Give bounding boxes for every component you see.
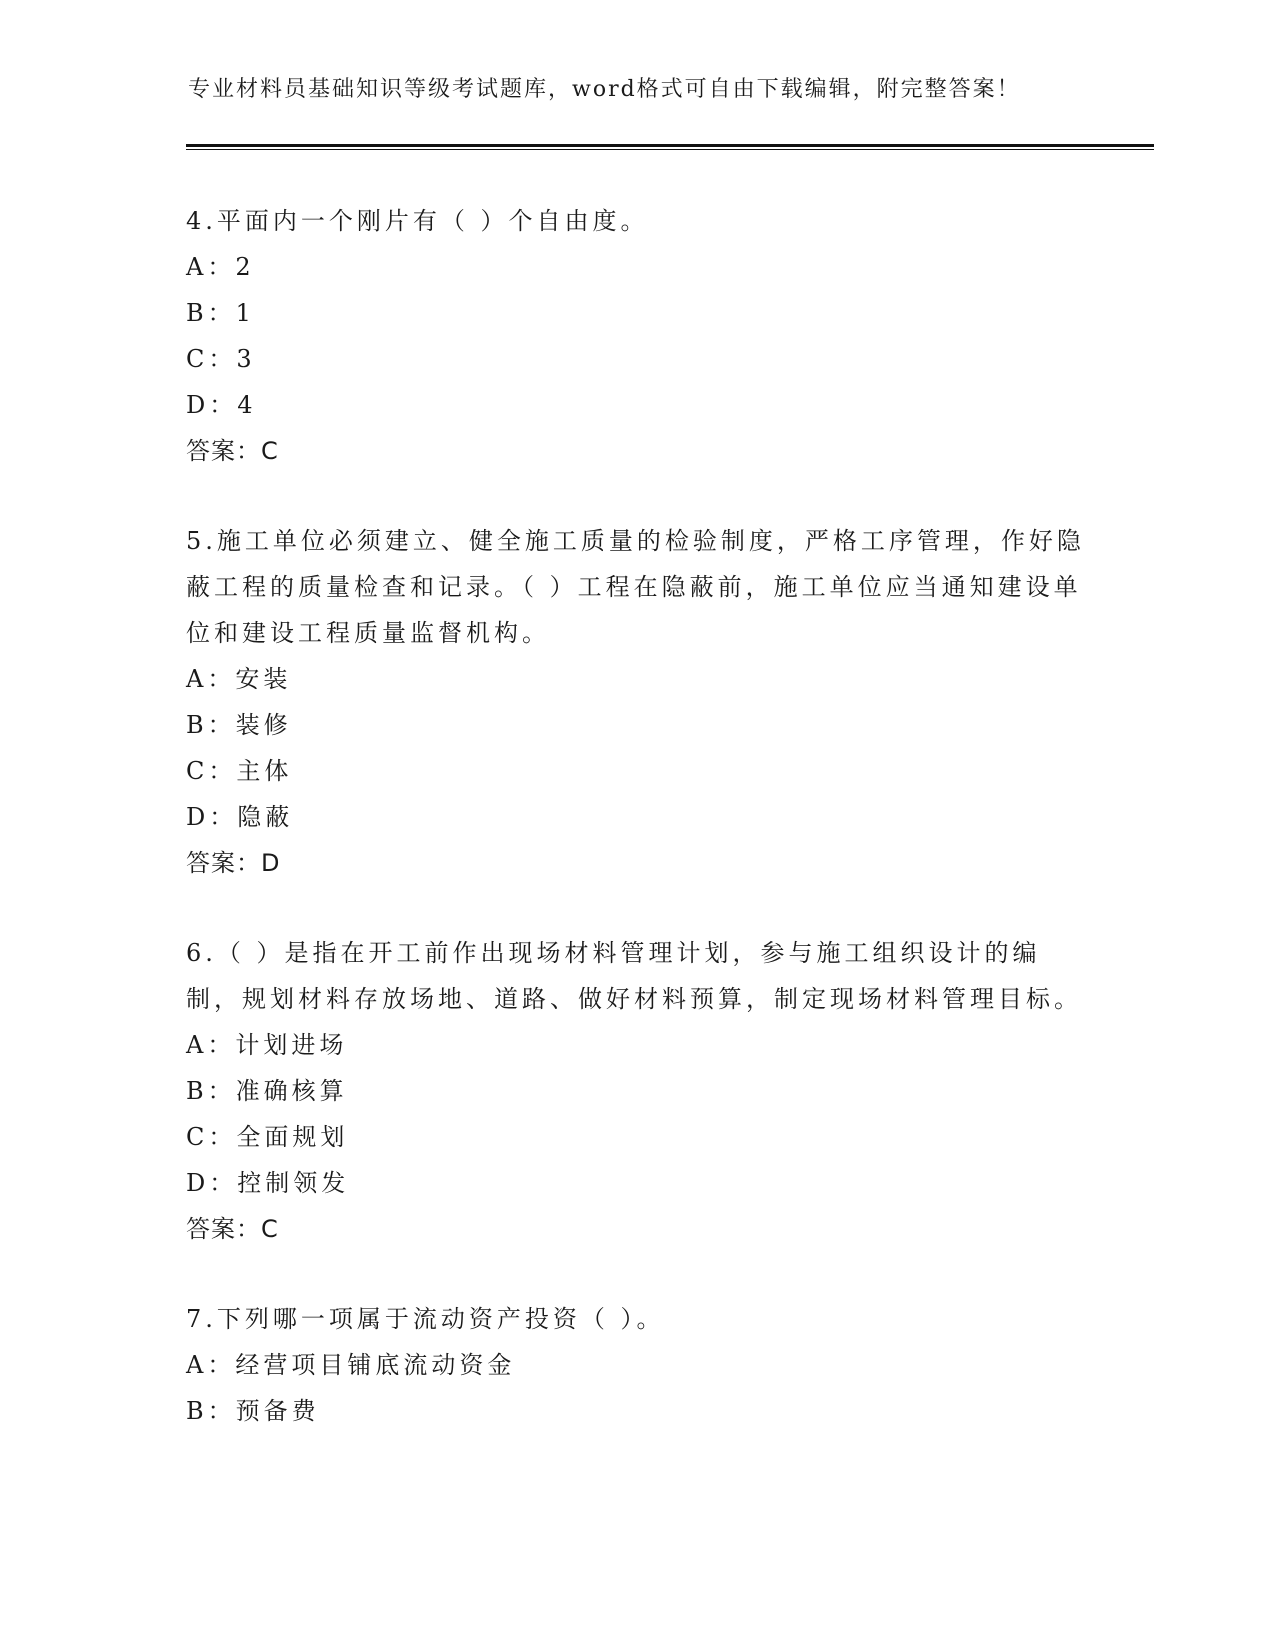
option-label: A： [186, 665, 236, 693]
question-stem: 6.（ ）是指在开工前作出现场材料管理计划，参与施工组织设计的编制，规划材料存放场地、道路、做好材料预算，制定现场材料管理目标。 [186, 939, 1082, 1013]
option-d [186, 1160, 1086, 1206]
question-6 [186, 930, 1086, 1252]
option-d [186, 794, 1086, 840]
option-a [186, 1342, 1086, 1388]
option-label: D： [186, 1169, 238, 1197]
question-5 [186, 518, 1086, 886]
question-stem: 7.下列哪一项属于流动资产投资（ ）。 [186, 1305, 665, 1333]
question-7 [186, 1296, 1086, 1434]
option-label: B： [186, 1077, 236, 1105]
option-d [186, 382, 1086, 428]
option-text: 主体 [236, 757, 293, 785]
option-text: 4 [237, 391, 257, 419]
option-c [186, 1114, 1086, 1160]
option-text: 预备费 [235, 1397, 320, 1425]
answer-line: 答案：D [186, 849, 281, 877]
option-label: A： [186, 253, 236, 281]
option-a [186, 656, 1086, 702]
option-text: 安装 [235, 665, 292, 693]
question-4 [186, 198, 1086, 474]
option-label: A： [186, 1031, 236, 1059]
option-text: 隐蔽 [237, 803, 294, 831]
option-label: A： [186, 1351, 236, 1379]
option-label: C： [186, 757, 237, 785]
option-label: B： [186, 711, 236, 739]
option-label: B： [186, 1397, 236, 1425]
option-a [186, 244, 1086, 290]
option-label: B： [186, 299, 236, 327]
option-c [186, 748, 1086, 794]
page-header: 专业材料员基础知识等级考试题库，word格式可自由下载编辑，附完整答案！ [188, 77, 1021, 102]
option-text: 装修 [235, 711, 292, 739]
question-stem: 4.平面内一个刚片有（ ）个自由度。 [186, 207, 649, 235]
option-text: 计划进场 [235, 1031, 348, 1059]
option-b [186, 1388, 1086, 1434]
option-text: 全面规划 [236, 1123, 349, 1151]
answer-line: 答案：C [186, 1215, 279, 1243]
option-label: D： [186, 391, 238, 419]
option-label: C： [186, 1123, 237, 1151]
header-divider-thin [186, 149, 1154, 150]
option-label: C： [186, 345, 237, 373]
option-text: 1 [235, 299, 255, 327]
option-text: 经营项目铺底流动资金 [235, 1351, 516, 1379]
option-text: 2 [235, 253, 255, 281]
question-stem: 5.施工单位必须建立、健全施工质量的检验制度，严格工序管理，作好隐蔽工程的质量检查和记录。（ ）工程在隐蔽前，施工单位应当通知建设单位和建设工程质量监督机构。 [186, 527, 1085, 647]
option-text: 3 [236, 345, 256, 373]
question-list [186, 198, 1086, 1478]
option-text: 控制领发 [237, 1169, 350, 1197]
header-divider [186, 144, 1154, 147]
option-b [186, 290, 1086, 336]
option-b [186, 702, 1086, 748]
option-b [186, 1068, 1086, 1114]
option-c [186, 336, 1086, 382]
option-text: 准确核算 [235, 1077, 348, 1105]
option-label: D： [186, 803, 238, 831]
answer-line: 答案：C [186, 437, 279, 465]
option-a [186, 1022, 1086, 1068]
